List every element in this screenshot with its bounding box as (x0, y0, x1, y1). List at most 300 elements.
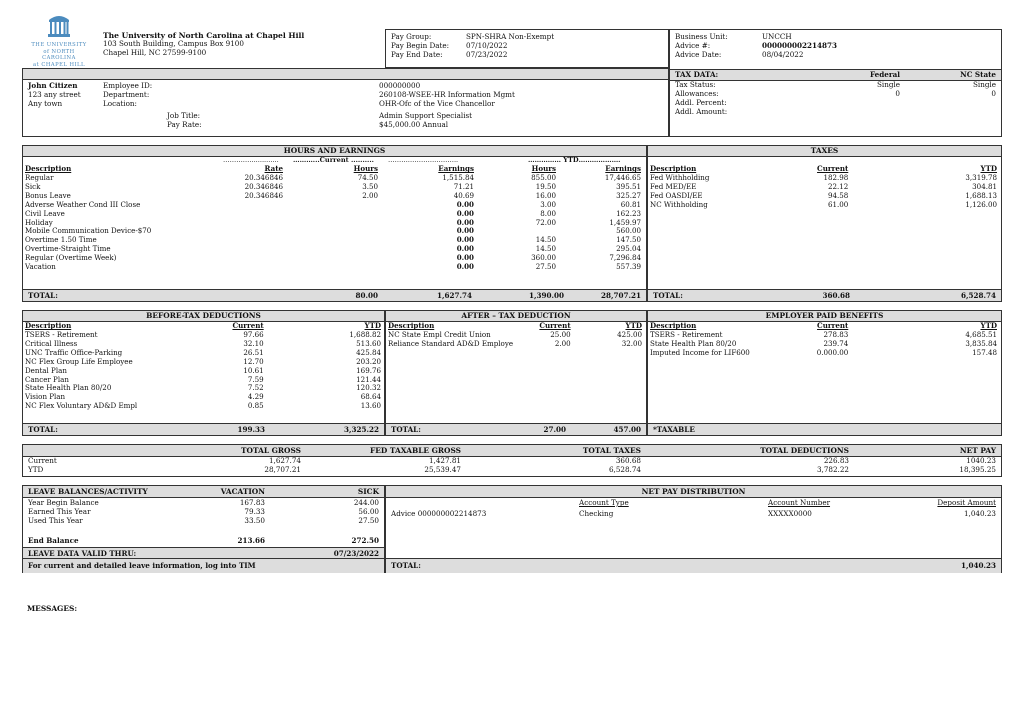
before-tax-cell: 7.52 (247, 383, 264, 393)
summary-ytd-net-pay: 18,395.25 (959, 465, 996, 474)
earnings-cell (285, 254, 380, 263)
hours-earnings-section (22, 145, 647, 302)
earnings-cell (198, 254, 285, 263)
earnings-cell (198, 227, 285, 236)
summary-ytd-row (23, 466, 1001, 475)
pay-group-label: Pay Group: (391, 32, 432, 41)
earnings-cell: Regular (Overtime Week) (25, 253, 117, 263)
before-tax-row (23, 402, 383, 411)
earnings-row (23, 263, 643, 272)
department-value: 260108-WSEE-HR Information Mgmt (379, 90, 515, 99)
earnings-cell: 71.21 (453, 181, 474, 191)
leave-vacation-head: VACATION (220, 487, 265, 496)
pay-begin-value: 07/10/2022 (466, 41, 508, 50)
pay-end-value: 07/23/2022 (466, 50, 508, 59)
summary-ytd-fed-taxable: 25,539.47 (424, 465, 461, 474)
tax-cell: Fed OASDI/EE (650, 190, 703, 200)
tax-data-label: Addl. Amount: (675, 107, 728, 116)
earnings-cell: 360.00 (531, 253, 556, 263)
employee-id-value: 000000000 (379, 81, 421, 90)
current-dots: ………….............. (223, 156, 279, 164)
tax-data-label: Addl. Percent: (675, 98, 727, 107)
tax-cell: 61.00 (827, 199, 849, 209)
hours-total-label: TOTAL: (28, 291, 58, 300)
earnings-cell: 40.69 (453, 190, 474, 200)
earnings-cell (198, 245, 285, 254)
summary-ytd-deductions: 3,782.22 (816, 465, 849, 474)
earnings-cell: 2.00 (362, 190, 378, 200)
earnings-cell: Bonus Leave (25, 190, 71, 200)
summary-head-total-taxes: TOTAL TAXES (582, 446, 641, 455)
earnings-cell: 74.50 (357, 173, 378, 183)
leave-sick-head: SICK (357, 487, 379, 496)
leave-row-sick: 244.00 (353, 498, 379, 507)
employer-paid-table (648, 322, 999, 358)
before-tax-body (23, 331, 383, 411)
pay-group-box (385, 29, 669, 68)
leave-end-label: End Balance (28, 536, 79, 545)
earnings-cell: Civil Leave (25, 208, 65, 218)
earnings-cell: Mobile Communication Device-$70 (25, 226, 152, 236)
benefit-cell: Imputed Income for LIF600 (650, 347, 750, 357)
earnings-cell: 3.00 (540, 199, 556, 209)
hours-total-ytd-hours: 1,390.00 (528, 291, 564, 300)
taxable-note: *TAXABLE (653, 425, 695, 434)
tax-cell: 1,126.00 (965, 199, 997, 209)
tax-data-row (670, 81, 1001, 90)
earnings-cell: 0.00 (456, 235, 474, 245)
before-tax-total-label: TOTAL: (28, 425, 58, 434)
earnings-cell: Adverse Weather Cond III Close (25, 199, 141, 209)
net-pay-total-label: TOTAL: (391, 561, 421, 570)
after-tax-total-ytd: 457.00 (613, 425, 641, 434)
employee-id-label: Employee ID: (103, 81, 153, 90)
hours-earnings-total-row (23, 289, 646, 301)
summary-ytd-gross: 28,707.21 (264, 465, 301, 474)
summary-section (22, 444, 1002, 477)
employee-box (22, 68, 669, 137)
description-head: Description (25, 164, 72, 174)
leave-row-sick: 27.50 (358, 516, 379, 525)
net-deposit-amount: 1,040.23 (963, 509, 996, 518)
job-title-label: Job Title: (167, 111, 201, 120)
earnings-cell (198, 209, 285, 218)
location-label: Location: (103, 99, 137, 108)
leave-end-vacation: 213.66 (237, 536, 265, 545)
before-tax-cell: Critical Illness (25, 338, 78, 348)
earnings-cell: 325.27 (616, 190, 641, 200)
after-tax-cell: 32.00 (621, 338, 642, 348)
logo-line-2: of NORTH CAROLINA (42, 48, 76, 61)
before-tax-cell: 169.76 (356, 365, 381, 375)
earnings-cell (285, 201, 380, 210)
earnings-cell: 295.04 (616, 244, 641, 254)
earnings-cell: 19.50 (535, 181, 556, 191)
net-pay-total-value: 1,040.23 (960, 561, 996, 570)
summary-current-gross: 1,627.74 (268, 456, 301, 465)
tax-data-label: Tax Status: (675, 80, 716, 89)
taxes-total-label: TOTAL: (653, 291, 683, 300)
employer-address-1: 103 South Building, Campus Box 9100 (103, 39, 244, 49)
earnings-cell: 0.00 (456, 217, 474, 227)
before-tax-cell: 68.64 (360, 392, 381, 402)
hours-earnings-table (23, 165, 643, 272)
earnings-cell: 395.51 (616, 181, 641, 191)
leave-info-text: For current and detailed leave information, log into TIM (28, 561, 256, 570)
tax-data-row (670, 108, 1001, 117)
employee-street: 123 any street (28, 90, 81, 99)
leave-row (23, 517, 384, 526)
earnings-cell: 0.00 (456, 261, 474, 271)
tax-data-title: TAX DATA: (675, 70, 719, 79)
before-tax-cell: 513.60 (356, 338, 381, 348)
before-tax-cell: 26.51 (243, 347, 264, 357)
tax-data-state-value: 0 (991, 89, 996, 98)
department-label: Department: (103, 90, 150, 99)
before-tax-cell: NC Flex Voluntary AD&D Empl (25, 401, 138, 411)
taxes-section (647, 145, 1002, 302)
after-tax-section (385, 310, 647, 436)
logo-line-3: at CHAPEL HILL (33, 61, 85, 68)
employer-paid-body (648, 331, 999, 358)
after-ytd-head: YTD (625, 321, 642, 331)
before-tax-cell: TSERS - Retirement (25, 330, 98, 340)
employee-box-header-band (23, 69, 668, 80)
earnings-cell (285, 209, 380, 218)
leave-row-label: Used This Year (28, 516, 83, 525)
employee-town: Any town (28, 99, 63, 108)
account-number-head: Account Number (768, 498, 831, 507)
job-title-value: Admin Support Specialist (379, 111, 473, 120)
tax-cell: 182.98 (823, 173, 849, 183)
earnings-cell (198, 236, 285, 245)
earnings-cell: 560.00 (616, 226, 641, 236)
pay-rate-label: Pay Rate: (167, 120, 202, 129)
after-tax-body (386, 331, 644, 349)
earnings-cell: 0.00 (456, 208, 474, 218)
earnings-cell: 14.50 (535, 235, 556, 245)
earnings-cell: 17,446.65 (604, 173, 641, 183)
before-tax-cell: 7.59 (247, 374, 264, 384)
earnings-cell: 60.81 (620, 199, 641, 209)
tax-cell: 304.81 (972, 181, 997, 191)
leave-header-row (23, 486, 384, 498)
employer-address-2: Chapel Hill, NC 27599-9100 (103, 47, 207, 57)
deposit-amount-head: Deposit Amount (937, 498, 996, 507)
taxes-total-ytd: 6,528.74 (960, 291, 996, 300)
earnings-cell (198, 263, 285, 272)
advice-date-label: Advice Date: (675, 50, 722, 59)
pay-begin-label: Pay Begin Date: (391, 41, 450, 50)
after-tax-total-current: 27.00 (543, 425, 566, 434)
summary-ytd-taxes: 6,528.74 (608, 465, 641, 474)
after-tax-total-row (386, 423, 646, 435)
before-tax-row (23, 384, 383, 393)
earnings-cell: 20.346846 (244, 173, 283, 183)
net-pay-title: NET PAY DISTRIBUTION (386, 486, 1001, 498)
leave-rows (23, 499, 384, 526)
tax-cell: Fed Withholding (650, 173, 710, 183)
before-tax-cell: 13.60 (360, 401, 381, 411)
tax-cell: 22.12 (827, 181, 849, 191)
leave-row-vacation: 79.33 (244, 507, 265, 516)
after-tax-cell: NC State Empl Credit Union (388, 330, 491, 340)
earnings-cell: 1,459.97 (609, 217, 641, 227)
earnings-cell (285, 236, 380, 245)
tax-ytd-head: YTD (980, 164, 997, 174)
before-tax-cell: 0.85 (247, 401, 264, 411)
ytd-period-label: …………… YTD………………. (528, 156, 621, 164)
employer-block (103, 31, 304, 57)
summary-head-net-pay: NET PAY (959, 446, 996, 455)
rate-head: Rate (264, 164, 283, 174)
tax-description-head: Description (650, 164, 697, 174)
earnings-cell (285, 227, 380, 236)
after-description-head: Description (388, 321, 435, 331)
after-tax-cell: 425.00 (617, 330, 642, 340)
earnings-row (23, 209, 643, 218)
before-tax-cell: 10.61 (243, 365, 264, 375)
leave-title: LEAVE BALANCES/ACTIVITY (28, 487, 148, 496)
pay-end-label: Pay End Date: (391, 50, 443, 59)
hours-total-current-earnings: 1,627.74 (436, 291, 472, 300)
benefit-cell: 157.48 (972, 347, 997, 357)
before-tax-title: BEFORE-TAX DEDUCTIONS (23, 311, 384, 322)
employer-paid-footer-row (648, 423, 1001, 435)
before-tax-cell: 121.44 (356, 374, 381, 384)
tax-current-head: Current (817, 164, 849, 174)
pay-rate-value: $45,000.00 Annual (379, 120, 449, 129)
before-tax-cell: Vision Plan (25, 392, 66, 402)
before-tax-cell: 203.20 (356, 356, 381, 366)
leave-row-vacation: 33.50 (244, 516, 265, 525)
earnings-cell: 162.23 (616, 208, 641, 218)
before-tax-cell: 4.29 (247, 392, 264, 402)
leave-valid-date: 07/23/2022 (333, 549, 379, 558)
after-tax-total-label: TOTAL: (391, 425, 421, 434)
earnings-cell: Sick (25, 181, 41, 191)
after-tax-row (386, 340, 644, 349)
benefit-cell: State Health Plan 80/20 (650, 338, 737, 348)
old-well-icon (47, 12, 71, 38)
before-tax-cell: Cancer Plan (25, 374, 69, 384)
before-tax-total-current: 199.33 (237, 425, 265, 434)
earnings-cell: 20.346846 (244, 190, 283, 200)
before-tax-section (22, 310, 385, 436)
university-logo (26, 12, 92, 68)
earnings-cell: 20.346846 (244, 181, 283, 191)
leave-info-row (23, 558, 384, 573)
ytd-hours-head: Hours (531, 164, 556, 174)
earnings-cell: 14.50 (535, 244, 556, 254)
earnings-cell (198, 201, 285, 210)
taxes-total-current: 360.68 (822, 291, 850, 300)
logo-line-1: THE UNIVERSITY (31, 42, 87, 48)
hours-total-ytd-earnings: 28,707.21 (600, 291, 641, 300)
before-tax-row (23, 331, 383, 340)
after-tax-title: AFTER – TAX DEDUCTION (386, 311, 646, 322)
account-type-head: Account Type (579, 498, 629, 507)
earnings-cell: Holiday (25, 217, 53, 227)
advice-date-value: 08/04/2022 (762, 50, 804, 59)
taxes-title: TAXES (648, 146, 1001, 157)
earnings-cell: Vacation (25, 261, 56, 271)
summary-head-fed-taxable: FED TAXABLE GROSS (370, 446, 461, 455)
before-tax-cell: NC Flex Group Life Employee (25, 356, 133, 366)
leave-row-label: Year Begin Balance (28, 498, 99, 507)
before-tax-row (23, 366, 383, 375)
benefit-ytd-head: YTD (980, 321, 997, 331)
tax-data-state: NC State (960, 70, 996, 79)
employer-paid-section (647, 310, 1002, 436)
earnings-cell (285, 245, 380, 254)
earnings-cell: 72.00 (535, 217, 556, 227)
net-account-type: Checking (579, 509, 614, 518)
before-tax-cell: 120.32 (356, 383, 381, 393)
earnings-cell: Overtime-Straight Time (25, 244, 111, 254)
benefit-cell: 3,835.84 (965, 338, 997, 348)
earnings-cell (198, 218, 285, 227)
employer-paid-title: EMPLOYER PAID BENEFITS (648, 311, 1001, 322)
location-value: OHR-Ofc of the Vice Chancellor (379, 99, 495, 108)
benefit-cell: 278.83 (823, 330, 849, 340)
summary-current-fed-taxable: 1,427.81 (428, 456, 461, 465)
hours-earnings-body (23, 174, 643, 272)
earnings-cell: 0.00 (456, 226, 474, 236)
earnings-cell: 0.00 (456, 253, 474, 263)
after-current-head: Current (539, 321, 571, 331)
after-tax-cell: 2.00 (554, 338, 571, 348)
leave-section (22, 485, 385, 573)
tax-data-rows (670, 81, 1001, 117)
messages-label: MESSAGES: (27, 604, 78, 613)
before-tax-cell: 1,688.82 (349, 330, 381, 340)
tax-row (648, 201, 999, 210)
summary-head-total-gross: TOTAL GROSS (241, 446, 301, 455)
current-earnings-head: Earnings (438, 164, 474, 174)
net-pay-total-row (386, 558, 1001, 573)
benefit-cell: 4,685.51 (965, 330, 997, 340)
benefit-description-head: Description (650, 321, 697, 331)
benefit-cell: TSERS - Retirement (650, 330, 723, 340)
before-tax-table (23, 322, 383, 411)
summary-head-total-deductions: TOTAL DEDUCTIONS (760, 446, 849, 455)
earnings-cell: 557.39 (616, 261, 641, 271)
summary-current-label: Current (28, 456, 57, 465)
advice-number-value: 000000002214873 (762, 41, 838, 50)
net-pay-distribution-section (385, 485, 1002, 573)
earnings-cell: 8.00 (540, 208, 556, 218)
summary-ytd-label: YTD (28, 465, 44, 474)
leave-end-sick: 272.50 (351, 536, 379, 545)
tax-cell: NC Withholding (650, 199, 708, 209)
current-hours-head: Hours (353, 164, 378, 174)
net-account-number: XXXXX0000 (768, 509, 812, 518)
summary-current-taxes: 360.68 (615, 456, 641, 465)
tax-data-federal: Federal (869, 70, 900, 79)
leave-end-row (23, 537, 384, 546)
before-tax-row (23, 358, 383, 367)
leave-valid-label: LEAVE DATA VALID THRU: (28, 549, 137, 558)
current-period-label: ………...Current .......... (293, 156, 374, 164)
earnings-cell: 0.00 (456, 244, 474, 254)
tax-data-state-value: Single (972, 80, 996, 89)
leave-row-label: Earned This Year (28, 507, 91, 516)
earnings-cell: 147.50 (616, 235, 641, 245)
benefit-row (648, 349, 999, 358)
ytd-dots: ………………………….. (388, 156, 459, 164)
business-unit-label: Business Unit: (675, 32, 728, 41)
ytd-earnings-head: Earnings (605, 164, 641, 174)
summary-current-row (23, 457, 1001, 466)
earnings-cell: 3.50 (362, 181, 378, 191)
business-box (669, 29, 1002, 137)
tax-data-federal-value: 0 (895, 89, 900, 98)
taxes-body (648, 174, 999, 210)
earnings-cell: 1,515.84 (442, 173, 474, 183)
employee-name: John Citizen (28, 81, 78, 90)
employer-name: The University of North Carolina at Chapel Hill (103, 31, 305, 40)
tax-cell: 1,688.13 (965, 190, 997, 200)
advice-number-label: Advice #: (675, 41, 711, 50)
tax-cell: 3,319.78 (965, 173, 997, 183)
taxes-table (648, 165, 999, 209)
business-unit-value: UNCCH (762, 32, 792, 41)
before-tax-cell: State Health Plan 80/20 (25, 383, 112, 393)
leave-row-vacation: 167.83 (239, 498, 265, 507)
before-tax-cell: 97.66 (243, 330, 264, 340)
summary-current-deductions: 226.83 (823, 456, 849, 465)
before-tax-cell: 12.70 (243, 356, 264, 366)
before-tax-cell: 425.84 (356, 347, 381, 357)
before-ytd-head: YTD (364, 321, 381, 331)
earnings-cell: Regular (25, 173, 54, 183)
before-description-head: Description (25, 321, 72, 331)
before-tax-cell: UNC Traffic Office-Parking (25, 347, 123, 357)
before-tax-total-row (23, 423, 384, 435)
before-tax-cell: 32.10 (243, 338, 264, 348)
earnings-cell: 7,296.84 (609, 253, 641, 263)
hours-total-current-hours: 80.00 (355, 291, 378, 300)
after-tax-cell: Reliance Standard AD&D Employe (388, 338, 514, 348)
tax-data-label: Allowances: (675, 89, 719, 98)
earnings-cell (285, 263, 380, 272)
hours-earnings-title: HOURS AND EARNINGS (23, 146, 646, 157)
before-current-head: Current (232, 321, 264, 331)
earnings-cell: Overtime 1.50 Time (25, 235, 97, 245)
tax-cell: 94.58 (827, 190, 849, 200)
net-advice-number: Advice 000000002214873 (391, 509, 487, 518)
tax-row (648, 174, 999, 183)
summary-current-net-pay: 1040.23 (966, 456, 996, 465)
benefit-cell: 0.000.00 (816, 347, 849, 357)
earnings-cell: 27.50 (535, 261, 556, 271)
summary-header-row (23, 445, 1001, 457)
earnings-cell: 16.00 (535, 190, 556, 200)
after-tax-cell: 25.00 (550, 330, 571, 340)
earnings-cell: 855.00 (531, 173, 556, 183)
taxes-total-row (648, 289, 1001, 301)
leave-row-sick: 56.00 (358, 507, 379, 516)
after-tax-table (386, 322, 644, 349)
benefit-cell: 239.74 (823, 338, 849, 348)
before-tax-cell: Dental Plan (25, 365, 67, 375)
tax-data-federal-value: Single (876, 80, 900, 89)
tax-data-header (670, 69, 1001, 81)
earnings-cell (285, 218, 380, 227)
earnings-cell: 0.00 (456, 199, 474, 209)
tax-cell: Fed MED/EE (650, 181, 697, 191)
